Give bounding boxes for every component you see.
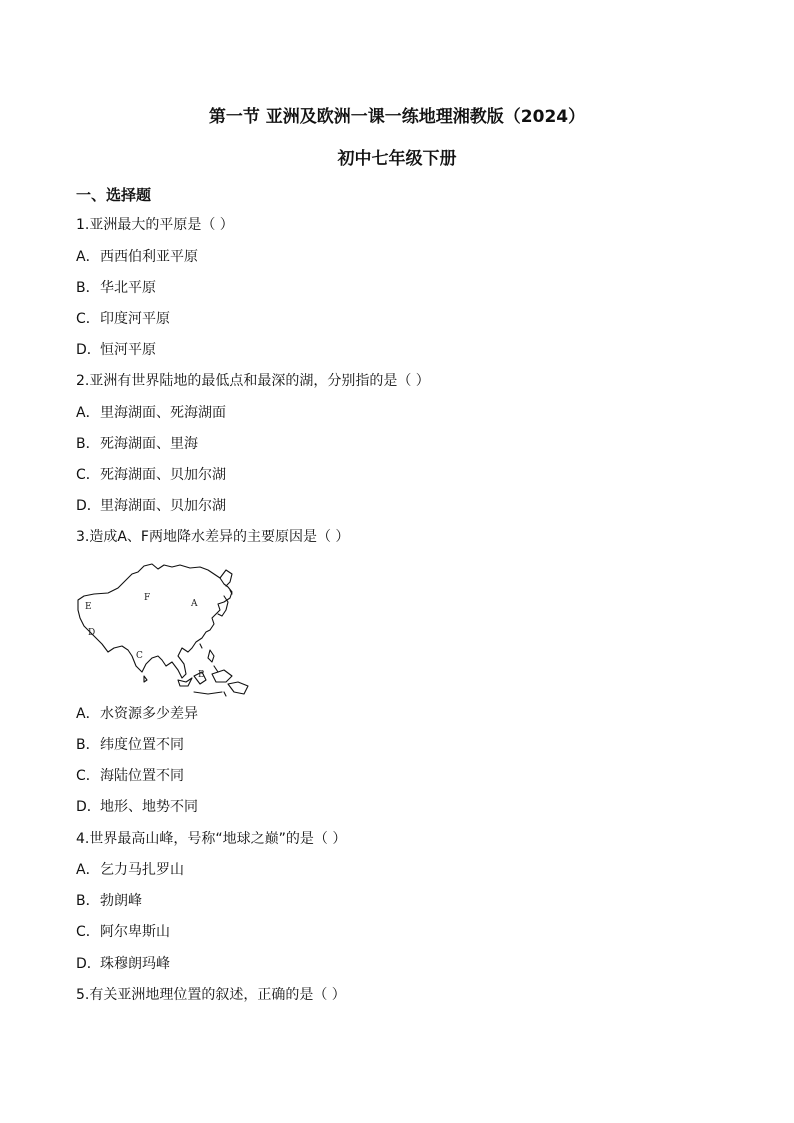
asia-outline-map [74,556,252,698]
question-2-option-a [76,403,226,423]
question-4-option-a [76,860,184,880]
question-1-option-c [76,309,170,329]
map-label-f: F [144,593,151,603]
question-1-stem: 1.亚洲最大的平原是（ ） [76,217,234,233]
question-3-stem: 3.造成A、F两地降水差异的主要原因是（ ） [76,529,350,545]
option-text: 地形、地势不同 [100,799,198,815]
option-text: 纬度位置不同 [100,737,184,753]
question-5-stem: 5.有关亚洲地理位置的叙述，正确的是（ ） [76,987,346,1003]
option-letter: C． [76,467,100,483]
question-2-option-d [76,496,226,516]
map-label-b: B [198,670,205,680]
document-subtitle: 初中七年级下册 [337,149,457,169]
option-letter: B． [76,737,100,753]
question-2-option-c [76,465,226,485]
option-letter: A． [76,706,100,722]
question-1-option-b [76,278,156,298]
option-text: 恒河平原 [100,342,156,358]
option-text: 水资源多少差异 [100,706,198,722]
map-label-a: A [191,599,198,609]
option-letter: C． [76,768,100,784]
option-letter: D． [76,498,101,514]
question-4-option-b [76,891,142,911]
question-4-option-c [76,922,170,942]
option-text: 里海湖面、贝加尔湖 [100,498,226,514]
option-text: 阿尔卑斯山 [100,924,170,940]
question-1-option-a [76,247,198,267]
question-3-option-c [76,766,184,786]
map-label-d: D [88,628,96,638]
option-letter: B． [76,436,100,452]
option-text: 珠穆朗玛峰 [100,956,170,972]
document-title: 第一节 亚洲及欧洲一课一练地理湘教版（2024） [208,107,586,127]
section-heading: 一、选择题 [76,186,152,204]
option-text: 海陆位置不同 [100,768,184,784]
question-4-stem: 4.世界最高山峰，号称“地球之巅”的是（ ） [76,831,347,847]
question-3-option-d [76,797,198,817]
option-letter: C． [76,924,100,940]
question-2-option-b [76,434,198,454]
option-text: 印度河平原 [100,311,170,327]
option-text: 里海湖面、死海湖面 [100,405,226,421]
map-label-c: C [136,651,143,661]
option-text: 死海湖面、贝加尔湖 [100,467,226,483]
question-3-option-b [76,735,184,755]
option-letter: D． [76,342,101,358]
option-letter: A． [76,405,100,421]
question-3-option-a [76,704,198,724]
question-2-stem: 2.亚洲有世界陆地的最低点和最深的湖，分别指的是（ ） [76,373,430,389]
option-letter: C． [76,311,100,327]
option-text: 死海湖面、里海 [100,436,198,452]
option-letter: D． [76,799,101,815]
option-text: 西西伯利亚平原 [100,249,198,265]
question-1-option-d [76,340,156,360]
option-letter: D． [76,956,101,972]
option-text: 乞力马扎罗山 [100,862,184,878]
map-label-e: E [85,602,92,612]
option-letter: A． [76,862,100,878]
question-4-option-d [76,954,170,974]
option-text: 勃朗峰 [100,893,142,909]
option-letter: A． [76,249,100,265]
option-letter: B． [76,893,100,909]
option-text: 华北平原 [100,280,156,296]
option-letter: B． [76,280,100,296]
